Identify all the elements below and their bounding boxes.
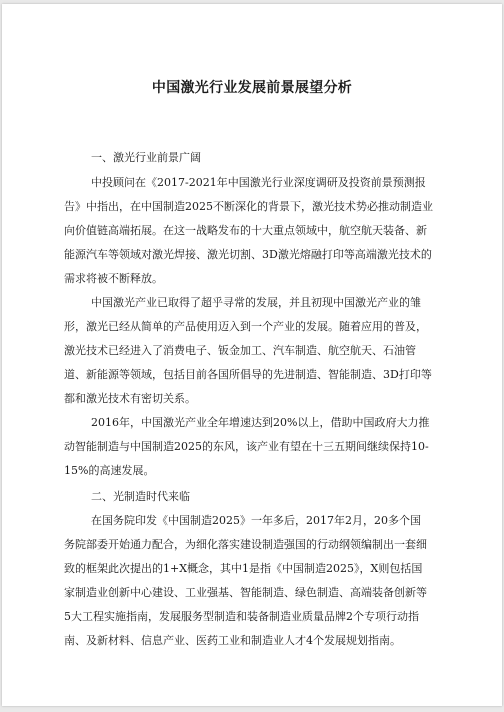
paragraph-line: 5大工程实施指南，发展服务型制造和装备制造业质量品牌2个专项行动指 bbox=[64, 610, 419, 623]
paragraph-line: 形，激光已经从简单的产品使用迈入到一个产业的发展。随着应用的普及， bbox=[64, 320, 427, 333]
paragraph-line: 都和激光技术有密切关系。 bbox=[64, 392, 196, 405]
paragraph-line: 向价值链高端拓展。在这一战略发布的十大重点领域中，航空航天装备、新 bbox=[64, 224, 427, 237]
paragraph-line: 能源汽车等领域对激光焊接、激光切割、3D激光熔融打印等高端激光技术的 bbox=[64, 248, 432, 261]
section-heading-1: 一、激光行业前景广阔 bbox=[91, 151, 201, 164]
section-heading-2: 二、光制造时代来临 bbox=[91, 490, 190, 503]
paragraph-line: 15%的高速发展。 bbox=[64, 464, 155, 477]
paragraph-line: 告》中指出，在中国制造2025不断深化的背景下，激光技术势必推动制造业 bbox=[64, 200, 433, 213]
paragraph-line: 需求将被不断释放。 bbox=[64, 272, 163, 285]
paragraph-line: 道、新能源等领域，包括目前各国所倡导的先进制造、智能制造、3D打印等 bbox=[64, 368, 432, 381]
paragraph-line: 家制造业创新中心建设、工业强基、智能制造、绿色制造、高端装备创新等 bbox=[64, 586, 427, 599]
document-title: 中国激光行业发展前景展望分析 bbox=[151, 80, 353, 96]
paragraph-line: 动智能制造与中国制造2025的东风，该产业有望在十三五期间继续保持10- bbox=[64, 440, 429, 453]
paragraph-line: 激光技术已经进入了消费电子、钣金加工、汽车制造、航空航天、石油管 bbox=[64, 344, 416, 357]
document-page bbox=[2, 4, 502, 706]
paragraph-line: 2016年，中国激光产业全年增速达到20%以上，借助中国政府大力推 bbox=[91, 416, 430, 429]
paragraph-line: 中国激光产业已取得了超乎寻常的发展，并且初现中国激光产业的雏 bbox=[91, 296, 421, 309]
paragraph-line: 务院部委开始通力配合，为细化落实建设制造强国的行动纲领编制出一套细 bbox=[64, 538, 427, 551]
paragraph-line: 致的框架此次提出的1+X概念，其中1是指《中国制造2025》，X则包括国 bbox=[64, 562, 423, 575]
paragraph-line: 中投顾问在《2017-2021年中国激光行业深度调研及投资前景预测报 bbox=[91, 176, 426, 189]
paragraph-line: 南、及新材料、信息产业、医药工业和制造业人才4个发展规划指南。 bbox=[64, 634, 401, 647]
paragraph-line: 在国务院印发《中国制造2025》一年多后，2017年2月，20多个国 bbox=[91, 514, 421, 527]
